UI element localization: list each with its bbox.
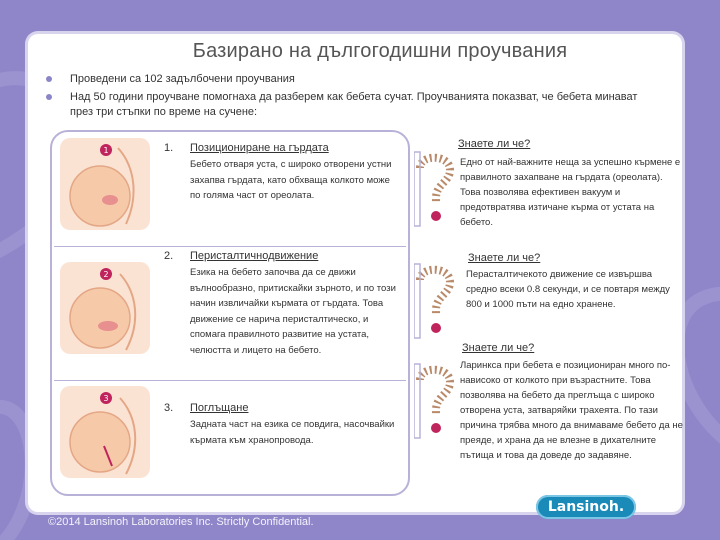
fact-2-title: Знаете ли че? [468,252,541,264]
bullet-text-1: Проведени са 102 задълбочени проучвания [70,73,295,85]
fact-2-body: Перасталтичекото движение се извършва средно всеки 0.8 секунди, и се повтаря между 800 и 1000 пъти на едно хранене. [466,269,670,310]
step-1-title: Позициониране на гърдата [190,142,329,154]
fact-3-body: Ларинкса при бебета е позициониран много по-нависоко от колкото при възрастните. Това позволява на бебето да преглъща с широко отворена уста, затваряйки трахеята. По тази причина трябва много да внимаваме бебето да не преяде, и храна да не влезне в дихателните пътища и това да доведе до задавяне. [460,360,683,461]
step-1-number: 1. [164,142,174,154]
bullet-dot-icon [46,76,52,82]
step-2-illustration [60,262,150,354]
steps-divider-2 [54,380,406,381]
bullet-item-1 [46,72,656,87]
step-2-title: Перисталтичнодвижение [190,250,319,262]
step-2-number: 2. [164,250,174,262]
bullet-dot-icon [46,94,52,100]
lansinoh-logo: Lansinoh. [536,495,636,519]
step-1-body: Бебето отваря уста, с широко отворени устни захапва гърдата, като обхваща колкото може по голяма част от ореолата. [190,159,392,201]
question-mark-icon [414,362,456,440]
fact-3-title: Знаете ли че? [462,342,535,354]
svg-text:1: 1 [103,146,109,155]
svg-text:3: 3 [103,394,109,403]
page-title: Базирано на дългогодишни проучвания [192,40,568,62]
bullet-text-2: Над 50 години проучване помогнаха да разберем как бебета сучат. Проучванията показват, че бебета минават през три стъпки по време на сучене: [70,91,638,118]
step-2-body: Езика на бебето започва да се движи вълнообразно, притискайки зърното, и по този начин извличайки кърмата от гърдата. Това движение се нарича перисталтическо, и спомага правилното развитие на устата, челюстта и лицето на бебето. [190,267,396,356]
question-mark-icon [414,150,456,228]
step-3-number: 3. [164,402,174,414]
question-mark-icon [414,262,456,340]
bullet-item-2 [46,90,656,120]
fact-1-body: Едно от най-важните неща за успешно кърмене е правилното захапване на гърдата (ореолата). Това позволява ефективен вакуум и предотвратява изтичане кърма от устата на бебето. [460,157,681,228]
step-1-illustration [60,138,150,230]
step-3-title: Поглъщане [190,402,249,414]
svg-text:2: 2 [103,270,109,279]
steps-divider-1 [54,246,406,247]
step-3-body: Задната част на езика се повдига, насочвайки кърмата към хранопровода. [190,419,395,446]
footer-copyright: ©2014 Lansinoh Laboratories Inc. Strictly Confidential. [48,516,314,528]
step-3-illustration [60,386,150,478]
fact-1-title: Знаете ли че? [458,138,531,150]
